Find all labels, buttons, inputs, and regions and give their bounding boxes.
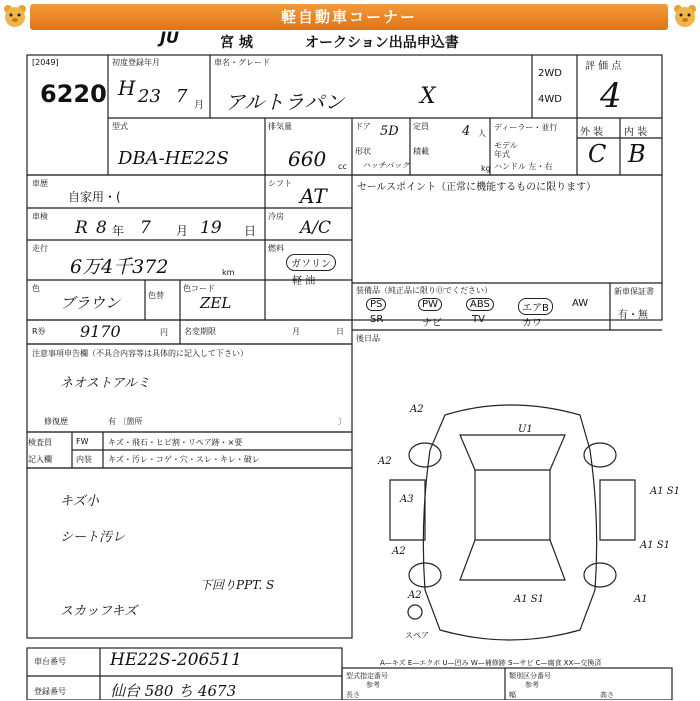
mark-roof: U1: [518, 424, 533, 435]
mark-right-door: A1 S1: [650, 486, 680, 497]
reg-number-value: 仙台 580 ち 4673: [110, 682, 237, 700]
repair-label: 修復歴: [44, 417, 68, 426]
color-value: ブラウン: [60, 294, 121, 312]
footer-height: 高さ: [600, 691, 614, 699]
checker-note-2: シート汚レ: [60, 530, 126, 545]
footer-model-code: 型式指定番号: [346, 672, 388, 680]
first-reg-era: H: [118, 76, 136, 100]
equip-abs: ABS: [466, 298, 494, 311]
inspection-day-unit: 日: [244, 224, 257, 238]
shape-label: 形状: [355, 147, 371, 156]
name-change-label: 名変期限: [184, 327, 216, 336]
name-change-month: 月: [292, 327, 300, 336]
usage-value: 自家用・(: [68, 190, 121, 204]
inspection-year-unit: 年: [112, 224, 125, 238]
mileage-label: 走行: [32, 244, 48, 253]
first-reg-label: 初度登録年月: [112, 58, 160, 67]
color-label: 色: [32, 284, 40, 293]
car-name-label: 車名・グレード: [214, 58, 270, 67]
inspection-month-unit: 月: [176, 224, 189, 238]
color-code: ZEL: [200, 294, 232, 312]
shift-value: AT: [300, 184, 327, 208]
equip-tv: TV: [472, 314, 485, 325]
manual-value: 有・無: [618, 310, 648, 321]
dealer-handle-label: ハンドル 左・右: [494, 162, 553, 171]
mark-left-fender: A2: [378, 456, 392, 467]
lot-number: 6220: [40, 80, 107, 108]
fuel-gasoline: ガソリン: [286, 254, 336, 271]
inspection-day: 19: [200, 218, 222, 238]
sales-point-label: セールスポイント（正常に機能するものに限ります）: [357, 182, 597, 193]
reg-number-label: 登録番号: [34, 687, 66, 696]
extra-label: 後日品: [356, 334, 380, 343]
inspection-year: 8: [96, 218, 107, 238]
int-grade: B: [628, 140, 646, 168]
checker-note-3: 下回りPPT. S: [200, 578, 275, 592]
checker-label-2: 記入欄: [28, 455, 52, 464]
door-label: ドア: [355, 122, 371, 131]
fuel-label: 燃料: [268, 244, 284, 253]
first-reg-month-unit: 月: [194, 100, 204, 111]
color-code-label: 色コード: [183, 284, 215, 293]
mark-rear-bumper: A1 S1: [514, 594, 544, 605]
damage-legend: A—キズ E—エクボ U—凹み W—補修跡 S—サビ C—腐食 XX—交換済: [380, 659, 602, 667]
capacity-label: 定員: [413, 122, 429, 131]
displacement-value: 660: [288, 147, 327, 171]
displacement-unit: cc: [338, 162, 347, 171]
payload-label: 積載: [413, 147, 429, 156]
shift-label: シフト: [268, 179, 292, 188]
chassis-value: HE22S-206511: [110, 650, 242, 670]
model-value: DBA-HE22S: [118, 148, 229, 169]
jaa-logo: JU: [160, 28, 179, 47]
mileage-unit: km: [222, 268, 235, 277]
header-title: オークション出品申込書: [305, 35, 459, 51]
car-name-value: アルトラパン: [225, 90, 345, 114]
lot-code: [2049]: [32, 58, 59, 67]
inspection-label: 車検: [32, 212, 48, 221]
first-reg-month: 7: [176, 86, 188, 107]
usage-label: 車歴: [32, 179, 48, 188]
checker-fw: FW: [76, 437, 89, 446]
equipment-label: 装備品（純正品に限りⓄでください）: [356, 286, 492, 295]
spare-label: スペア: [405, 631, 429, 640]
ext-grade: C: [588, 140, 607, 168]
capacity-value: 4: [462, 124, 471, 139]
equip-pw: PW: [418, 298, 442, 311]
name-change-day: 日: [336, 327, 344, 336]
fuel-diesel: 軽 油: [292, 276, 316, 287]
equip-aw: AW: [572, 298, 589, 309]
equip-airbag: エアB: [518, 298, 553, 315]
checker-note-4: スカッフキズ: [60, 604, 138, 619]
score-value: 4: [600, 76, 622, 116]
header-org: 宮 城: [220, 35, 253, 51]
banner-title: 軽自動車コーナー: [280, 8, 417, 26]
manual-label: 新車保証書: [614, 287, 654, 296]
first-reg-year: 23: [138, 86, 161, 107]
mark-front-left: A2: [410, 404, 424, 415]
mark-right-rear: A1 S1: [640, 540, 670, 551]
displacement-label: 排気量: [268, 122, 292, 131]
capacity-unit: 人: [478, 129, 486, 138]
mileage-value: 6万4千372: [70, 256, 169, 278]
repair-end: 〕: [338, 417, 346, 426]
inspection-month: 7: [140, 218, 151, 238]
mark-left-rear: A2: [392, 546, 406, 557]
drive-2wd: 2WD: [538, 68, 562, 79]
footer-ref-1: 参考: [366, 681, 380, 689]
color-change-label: 色替: [148, 291, 164, 300]
equip-ps: PS: [366, 298, 386, 311]
recycle-value: 9170: [80, 322, 121, 341]
checker-inner: 内装: [76, 455, 92, 464]
mark-left-door: A3: [400, 494, 414, 505]
dealer-year-label: 年式: [494, 150, 510, 159]
repair-value: 有 〔箇所: [108, 417, 143, 426]
equip-sr: SR: [370, 314, 384, 325]
mark-rear-right: A1: [634, 594, 648, 605]
footer-ref-2: 参考: [525, 681, 539, 689]
mark-rear-left: A2: [408, 590, 422, 601]
notes-label: 注意事項申告欄（不具合内容等は具体的に記入して下さい）: [32, 349, 248, 358]
dealer-model-label: モデル: [494, 141, 518, 150]
drive-4wd: 4WD: [538, 94, 562, 105]
checker-label-1: 検査員: [28, 438, 52, 447]
footer-length: 長さ: [346, 691, 360, 699]
int-label: 内 装: [624, 127, 648, 138]
recycle-unit: 円: [160, 328, 168, 337]
ext-label: 外 装: [580, 127, 604, 138]
car-grade-value: X: [420, 84, 436, 109]
vehicle-diagram: [390, 405, 635, 640]
inspection-era: R: [75, 218, 88, 238]
model-label: 型式: [112, 122, 128, 131]
checker-fw-items: キズ・飛石・ヒビ割・リペア跡・×要: [108, 438, 243, 447]
payload-unit: kg: [481, 164, 491, 173]
door-value: 5D: [380, 124, 399, 139]
notes-value: ネオストアルミ: [60, 376, 150, 391]
dealer-label: ディーラー・並行: [494, 123, 558, 132]
aircon-label: 冷房: [268, 212, 284, 221]
aircon-value: A/C: [300, 218, 332, 238]
recycle-label: R券: [32, 327, 46, 336]
score-label: 評 価 点: [585, 61, 622, 72]
checker-inner-items: キズ・汚レ・コゲ・穴・スレ・キレ・破レ: [108, 455, 260, 464]
footer-width: 幅: [509, 691, 516, 699]
equip-navi: ナビ: [422, 318, 442, 329]
shape-value: ハッチバック: [362, 161, 410, 170]
equip-leather: カワ: [522, 318, 542, 329]
footer-class-code: 類別区分番号: [509, 672, 551, 680]
checker-note-1: キズ小: [60, 494, 99, 509]
chassis-label: 車台番号: [34, 657, 66, 666]
